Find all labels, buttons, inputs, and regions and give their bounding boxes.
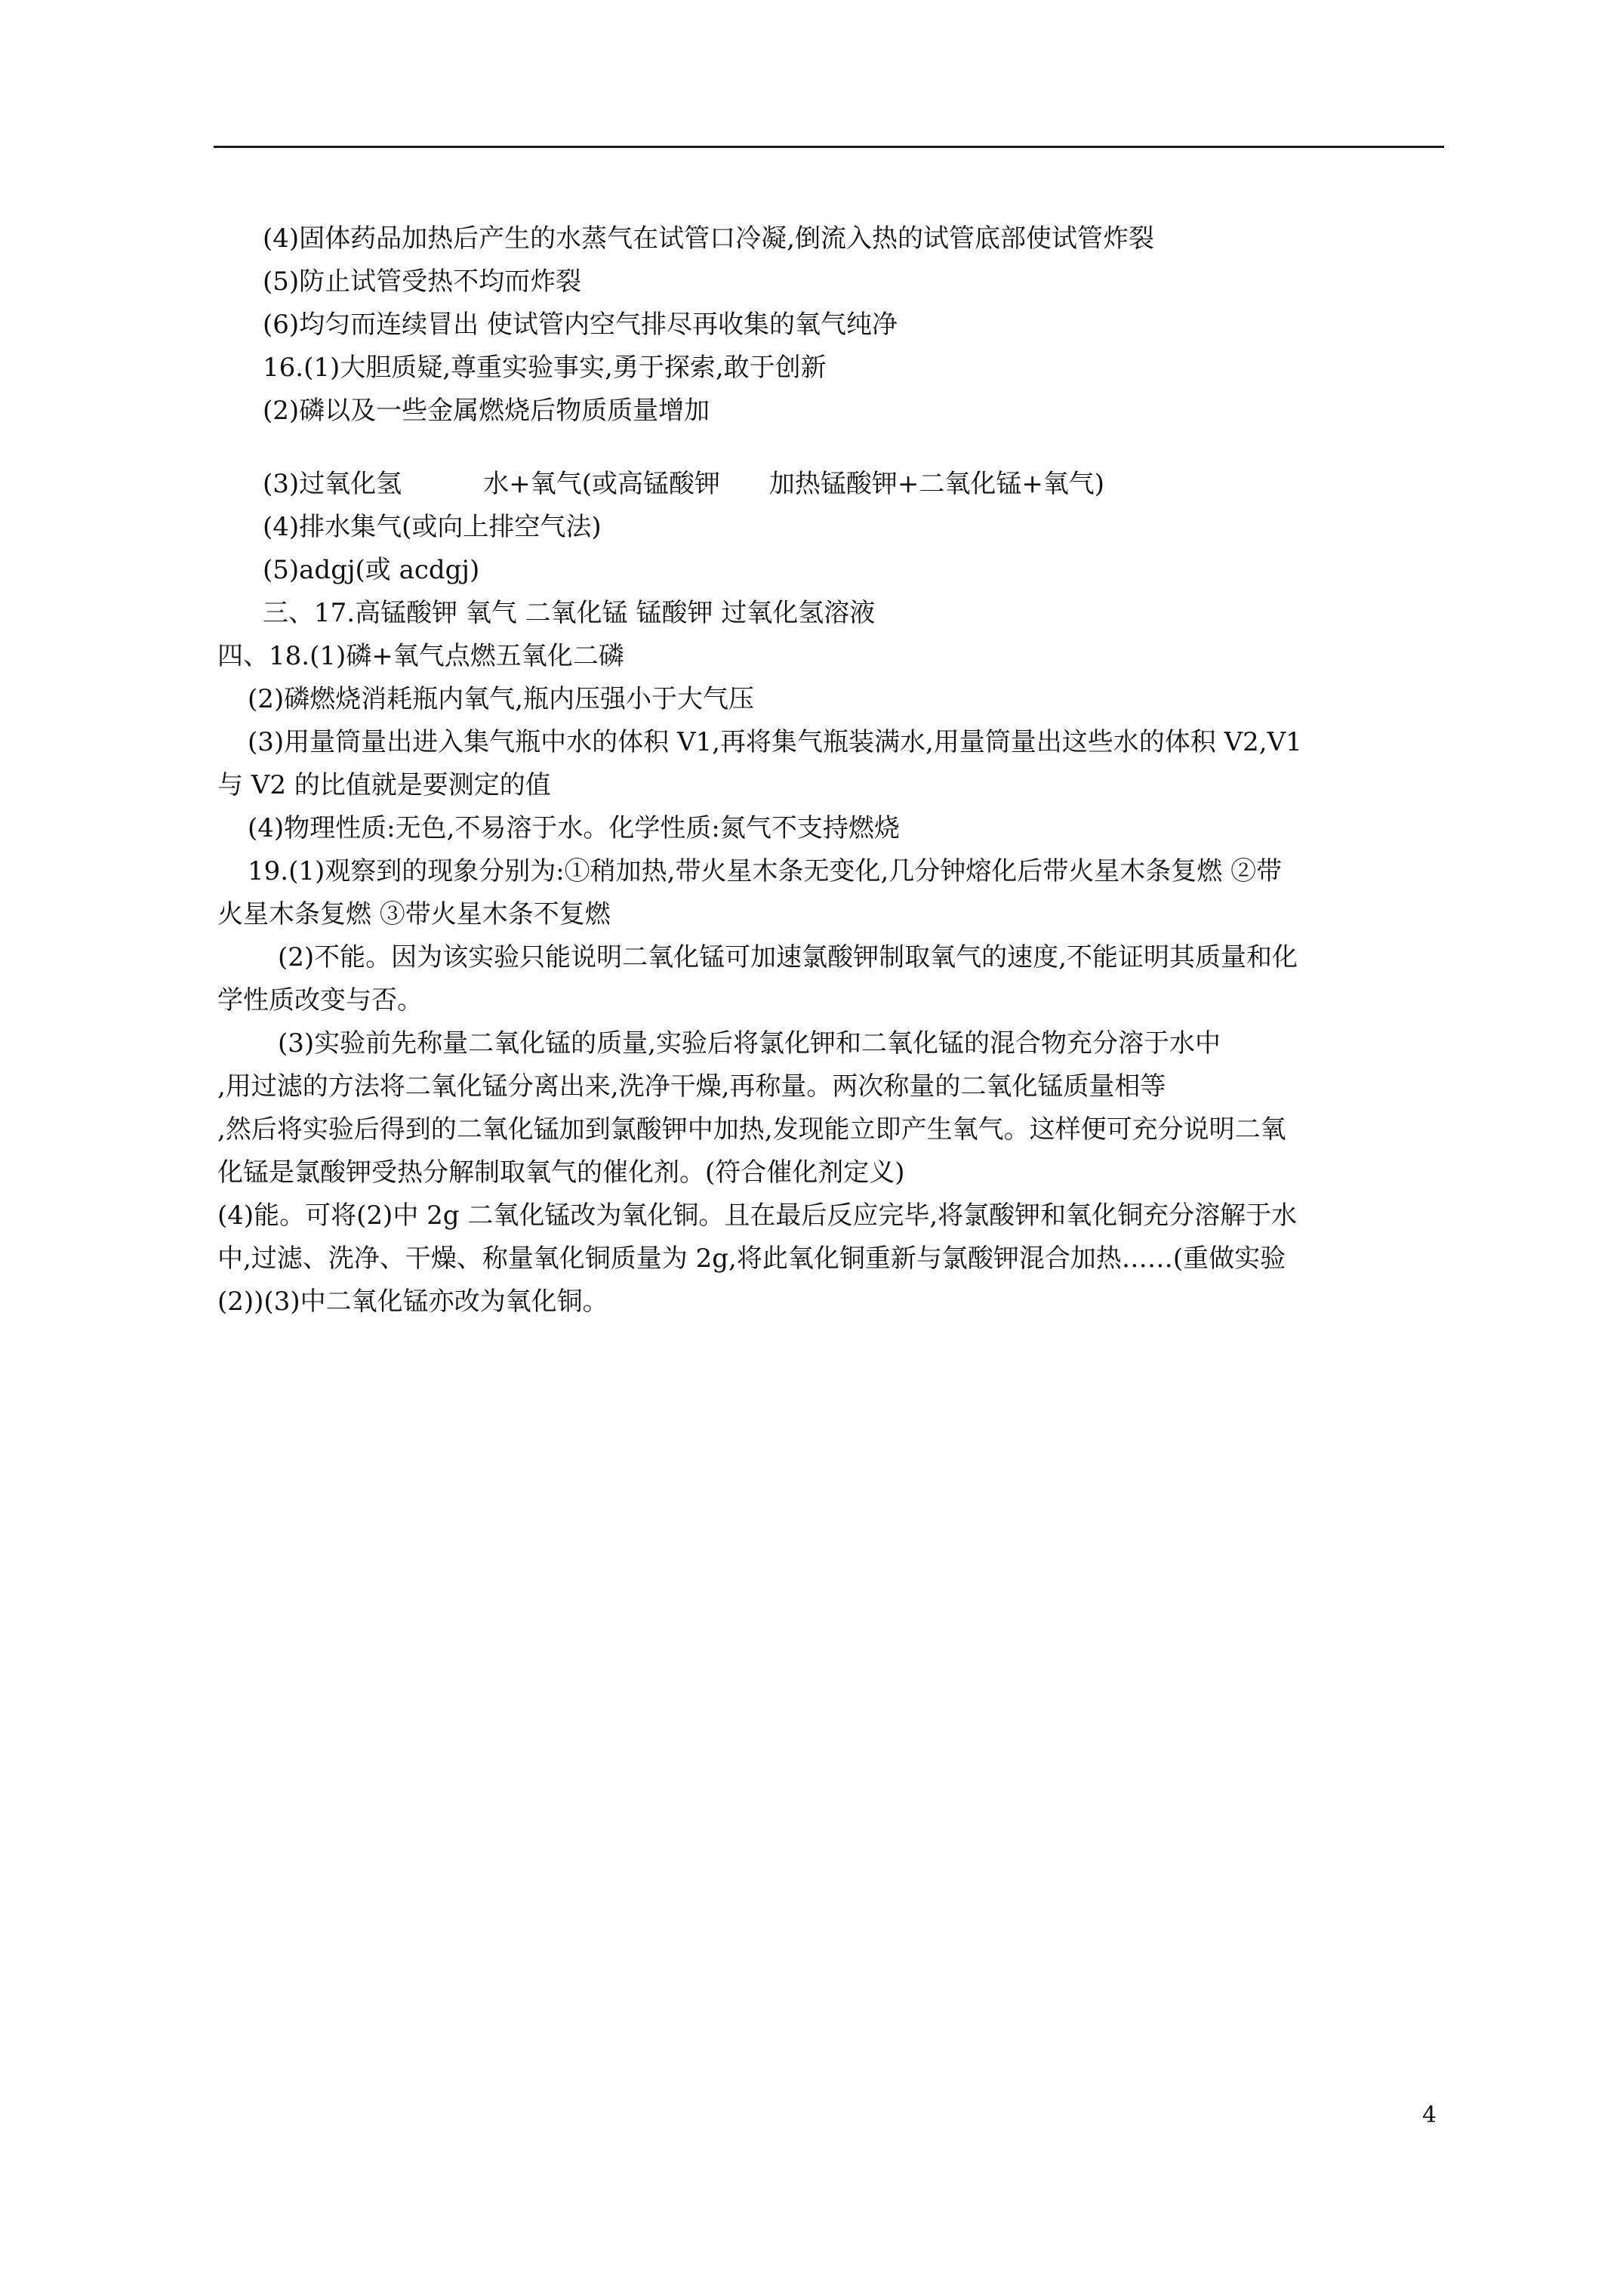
header-rule	[214, 146, 1444, 148]
answer-text-body	[217, 217, 1443, 1324]
text-line: (6)均匀而连续冒出 使试管内空气排尽再收集的氧气纯净	[263, 310, 898, 340]
text-line: (4)能。可将(2)中 2g 二氧化锰改为氧化铜。且在最后反应完毕,将氯酸钾和氧化铜充分溶解于水	[217, 1200, 1298, 1231]
text-line: (2)磷以及一些金属燃烧后物质质量增加	[263, 396, 710, 426]
text-line: 化锰是氯酸钾受热分解制取氧气的催化剂。(符合催化剂定义)	[217, 1157, 905, 1188]
text-line: (4)排水集气(或向上排空气法)	[263, 512, 602, 542]
page-number: 4	[1422, 2102, 1437, 2128]
text-line: 火星木条复燃 ③带火星木条不复燃	[217, 899, 611, 929]
text-line: 四、18.(1)磷+氧气点燃五氧化二磷	[217, 641, 624, 671]
text-line: 中,过滤、洗净、干燥、称量氧化铜质量为 2g,将此氧化铜重新与氯酸钾混合加热……(重做实验	[217, 1244, 1286, 1274]
text-line: 三、17.高锰酸钾 氧气 二氧化锰 锰酸钾 过氧化氢溶液	[263, 598, 876, 628]
text-line: (2)不能。因为该实验只能说明二氧化锰可加速氯酸钾制取氧气的速度,不能证明其质量和化	[278, 942, 1298, 972]
text-line: ,用过滤的方法将二氧化锰分离出来,洗净干燥,再称量。两次称量的二氧化锰质量相等	[217, 1071, 1166, 1102]
text-line: (2))(3)中二氧化锰亦改为氧化铜。	[217, 1287, 608, 1317]
text-line: (3)用量筒量出进入集气瓶中水的体积 V1,再将集气瓶装满水,用量筒量出这些水的体积 V2,V1	[248, 727, 1302, 757]
text-line: 学性质改变与否。	[217, 985, 423, 1015]
text-line: (3)过氧化氢 水+氧气(或高锰酸钾 加热锰酸钾+二氧化锰+氧气)	[263, 469, 1105, 499]
text-line: ,然后将实验后得到的二氧化锰加到氯酸钾中加热,发现能立即产生氧气。这样便可充分说明二氧	[217, 1114, 1286, 1145]
text-line: (3)实验前先称量二氧化锰的质量,实验后将氯化钾和二氧化锰的混合物充分溶于水中	[278, 1028, 1221, 1059]
text-line: (4)固体药品加热后产生的水蒸气在试管口冷凝,倒流入热的试管底部使试管炸裂	[263, 223, 1154, 254]
text-line: (5)防止试管受热不均而炸裂	[263, 267, 582, 297]
text-line: 16.(1)大胆质疑,尊重实验事实,勇于探索,敢于创新	[263, 353, 827, 383]
text-line: 19.(1)观察到的现象分别为:①稍加热,带火星木条无变化,几分钟熔化后带火星木条复燃 ②带	[248, 856, 1283, 886]
text-line: (2)磷燃烧消耗瓶内氧气,瓶内压强小于大气压	[248, 684, 754, 714]
text-line: 与 V2 的比值就是要测定的值	[217, 770, 551, 800]
text-line: (5)adgj(或 acdgj)	[263, 555, 480, 585]
text-line: (4)物理性质:无色,不易溶于水。化学性质:氮气不支持燃烧	[248, 813, 900, 843]
